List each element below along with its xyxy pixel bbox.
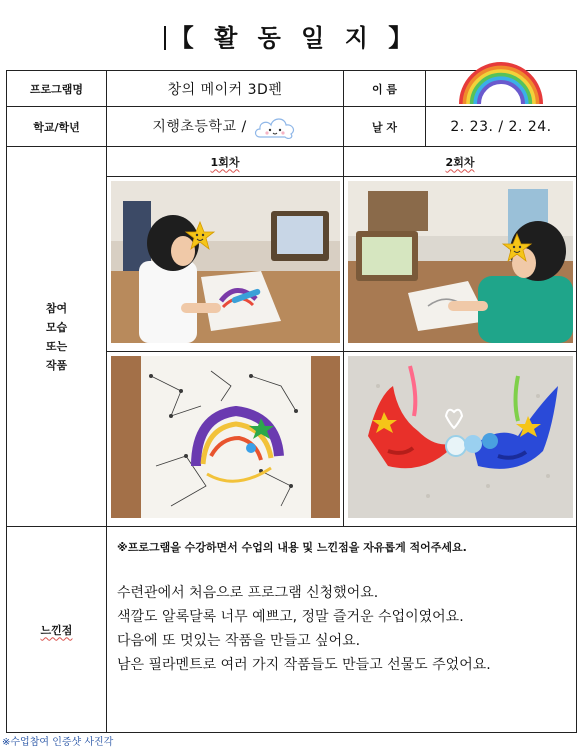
value-name (426, 71, 577, 107)
value-school: 지행초등학교 / (152, 118, 247, 135)
star-emoji-icon (502, 233, 532, 263)
photo-session1-artwork-image (111, 356, 340, 518)
photo-cell-1b (107, 352, 344, 527)
footer-note: ※수업참여 인증샷 사진각 (2, 737, 114, 748)
feelings-line: 다음에 또 멋있는 작품을 만들고 싶어요. (117, 633, 361, 649)
photo-cell-2b (344, 352, 577, 527)
feelings-text (117, 581, 576, 677)
row-school (7, 107, 577, 147)
label-date: 날 자 (344, 107, 426, 147)
label-name: 이 름 (344, 71, 426, 107)
photo-session1-drawing-image (111, 181, 340, 343)
title-text: 【 활 동 일 지 】 (169, 24, 419, 52)
session-1-label: 1회차 (210, 155, 240, 169)
participation-line: 또는 (45, 339, 68, 353)
row-program (7, 71, 577, 107)
feelings-line: 색깔도 알록달록 너무 예쁘고, 정말 즐거운 수업이였어요. (117, 609, 464, 625)
photo-session1-artwork (111, 356, 339, 522)
session-1-head (107, 147, 344, 177)
row-feelings (7, 527, 577, 733)
feelings-cell (107, 527, 577, 733)
label-program: 프로그램명 (7, 71, 107, 107)
label-participation (7, 147, 107, 527)
value-program: 창의 메이커 3D펜 (107, 71, 344, 107)
feelings-line: 수련관에서 처음으로 프로그램 신청했어요. (117, 585, 379, 601)
photo-cell-2a (344, 177, 577, 352)
participation-line: 모습 (45, 320, 68, 334)
label-feelings: 느낀점 (40, 623, 73, 637)
photo-session2-artwork-image (348, 356, 573, 518)
photo-session1-drawing (111, 181, 339, 347)
label-feelings-cell (7, 527, 107, 733)
activity-form (6, 70, 577, 733)
feelings-instruction: ※프로그램을 수강하면서 수업의 내용 및 느낀점을 자유롭게 적어주세요. (117, 541, 467, 554)
photo-cell-1a (107, 177, 344, 352)
session-2-head (344, 147, 577, 177)
photo-session2-drawing (348, 181, 572, 347)
participation-line: 작품 (45, 358, 68, 372)
rainbow-sticker-icon (458, 74, 544, 104)
participation-line: 참여 (45, 301, 68, 315)
photo-session2-artwork (348, 356, 572, 522)
title-cursor-bar (164, 26, 166, 50)
value-date: 2. 23. / 2. 24. (426, 107, 577, 147)
cloud-sticker-icon (252, 113, 298, 141)
session-2-label: 2회차 (445, 155, 475, 169)
page-title (0, 18, 582, 53)
label-school: 학교/학년 (7, 107, 107, 147)
feelings-line: 남은 필라멘트로 여러 가지 작품들도 만들고 선물도 주었어요. (117, 657, 491, 673)
row-session-heads (7, 147, 577, 177)
photo-session2-drawing-image (348, 181, 573, 343)
value-school-cell (107, 107, 344, 147)
star-emoji-icon (185, 221, 215, 251)
